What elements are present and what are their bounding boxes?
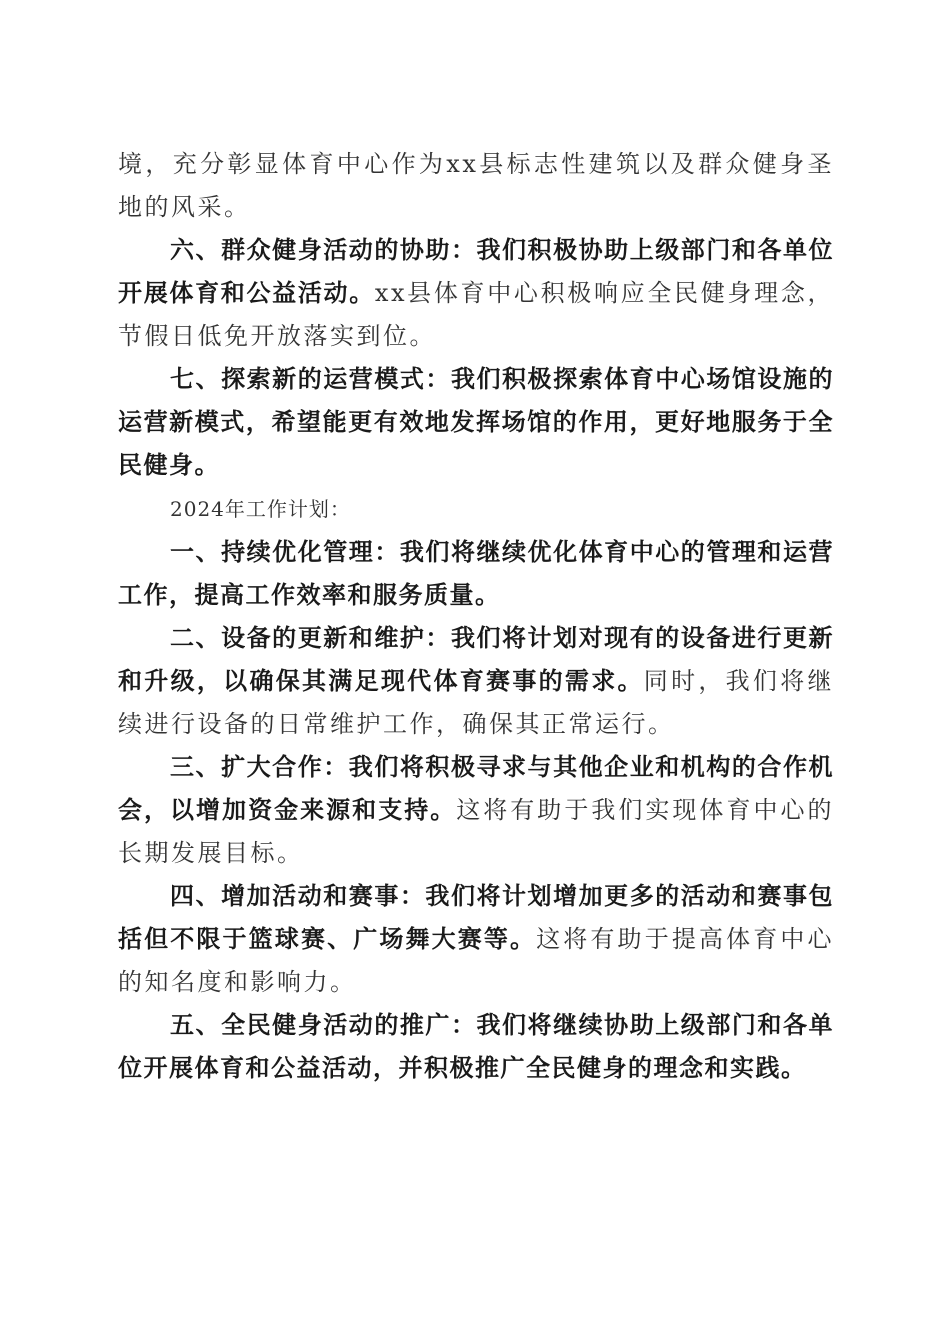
paragraph-text: 这将有助于我们实现体育中心的长期发展目标。 [118,796,834,867]
paragraph-text: 境，充分彰显体育中心作为xx县标志性建筑以及群众健身圣地的风采。 [118,150,834,221]
paragraph-bold-text: 一、持续优化管理：我们将继续优化体育中心的管理和运营工作，提高工作效率和服务质量。 [118,538,834,609]
paragraph-text: xx县体育中心积极响应全民健身理念，节假日低免开放落实到位。 [118,279,835,350]
paragraph-bold-text: 六、群众健身活动的协助：我们积极协助上级部门和各单位开展体育和公益活动。 [118,236,834,307]
plan-item-four [118,875,834,1004]
plan-item-five [118,1004,834,1090]
plan-item-three [118,746,834,875]
paragraph-bold-text: 三、扩大合作：我们将积极寻求与其他企业和机构的合作机会，以增加资金来源和支持。 [118,753,834,824]
paragraph-bold-text: 二、设备的更新和维护：我们将计划对现有的设备进行更新和升级，以确保其满足现代体育赛事的需求。 [118,624,834,695]
plan-heading-text: 2024年工作计划： [170,497,351,521]
plan-item-one [118,531,834,617]
paragraph-continuation [118,143,834,229]
paragraph-text: 同时，我们将继续进行设备的日常维护工作，确保其正常运行。 [118,667,835,738]
plan-item-two [118,617,834,746]
paragraph-bold-text: 五、全民健身活动的推广：我们将继续协助上级部门和各单位开展体育和公益活动，并积极推广全民健身的理念和实践。 [118,1011,834,1082]
paragraph-item-seven [118,358,834,487]
document-page [118,143,834,1090]
paragraph-bold-text: 四、增加活动和赛事：我们将计划增加更多的活动和赛事包括但不限于篮球赛、广场舞大赛等。 [118,882,834,953]
paragraph-item-six [118,229,834,358]
paragraph-text: 这将有助于提高体育中心的知名度和影响力。 [118,925,835,996]
paragraph-bold-text: 七、探索新的运营模式：我们积极探索体育中心场馆设施的运营新模式，希望能更有效地发挥场馆的作用，更好地服务于全民健身。 [118,365,834,479]
plan-heading [118,487,834,531]
